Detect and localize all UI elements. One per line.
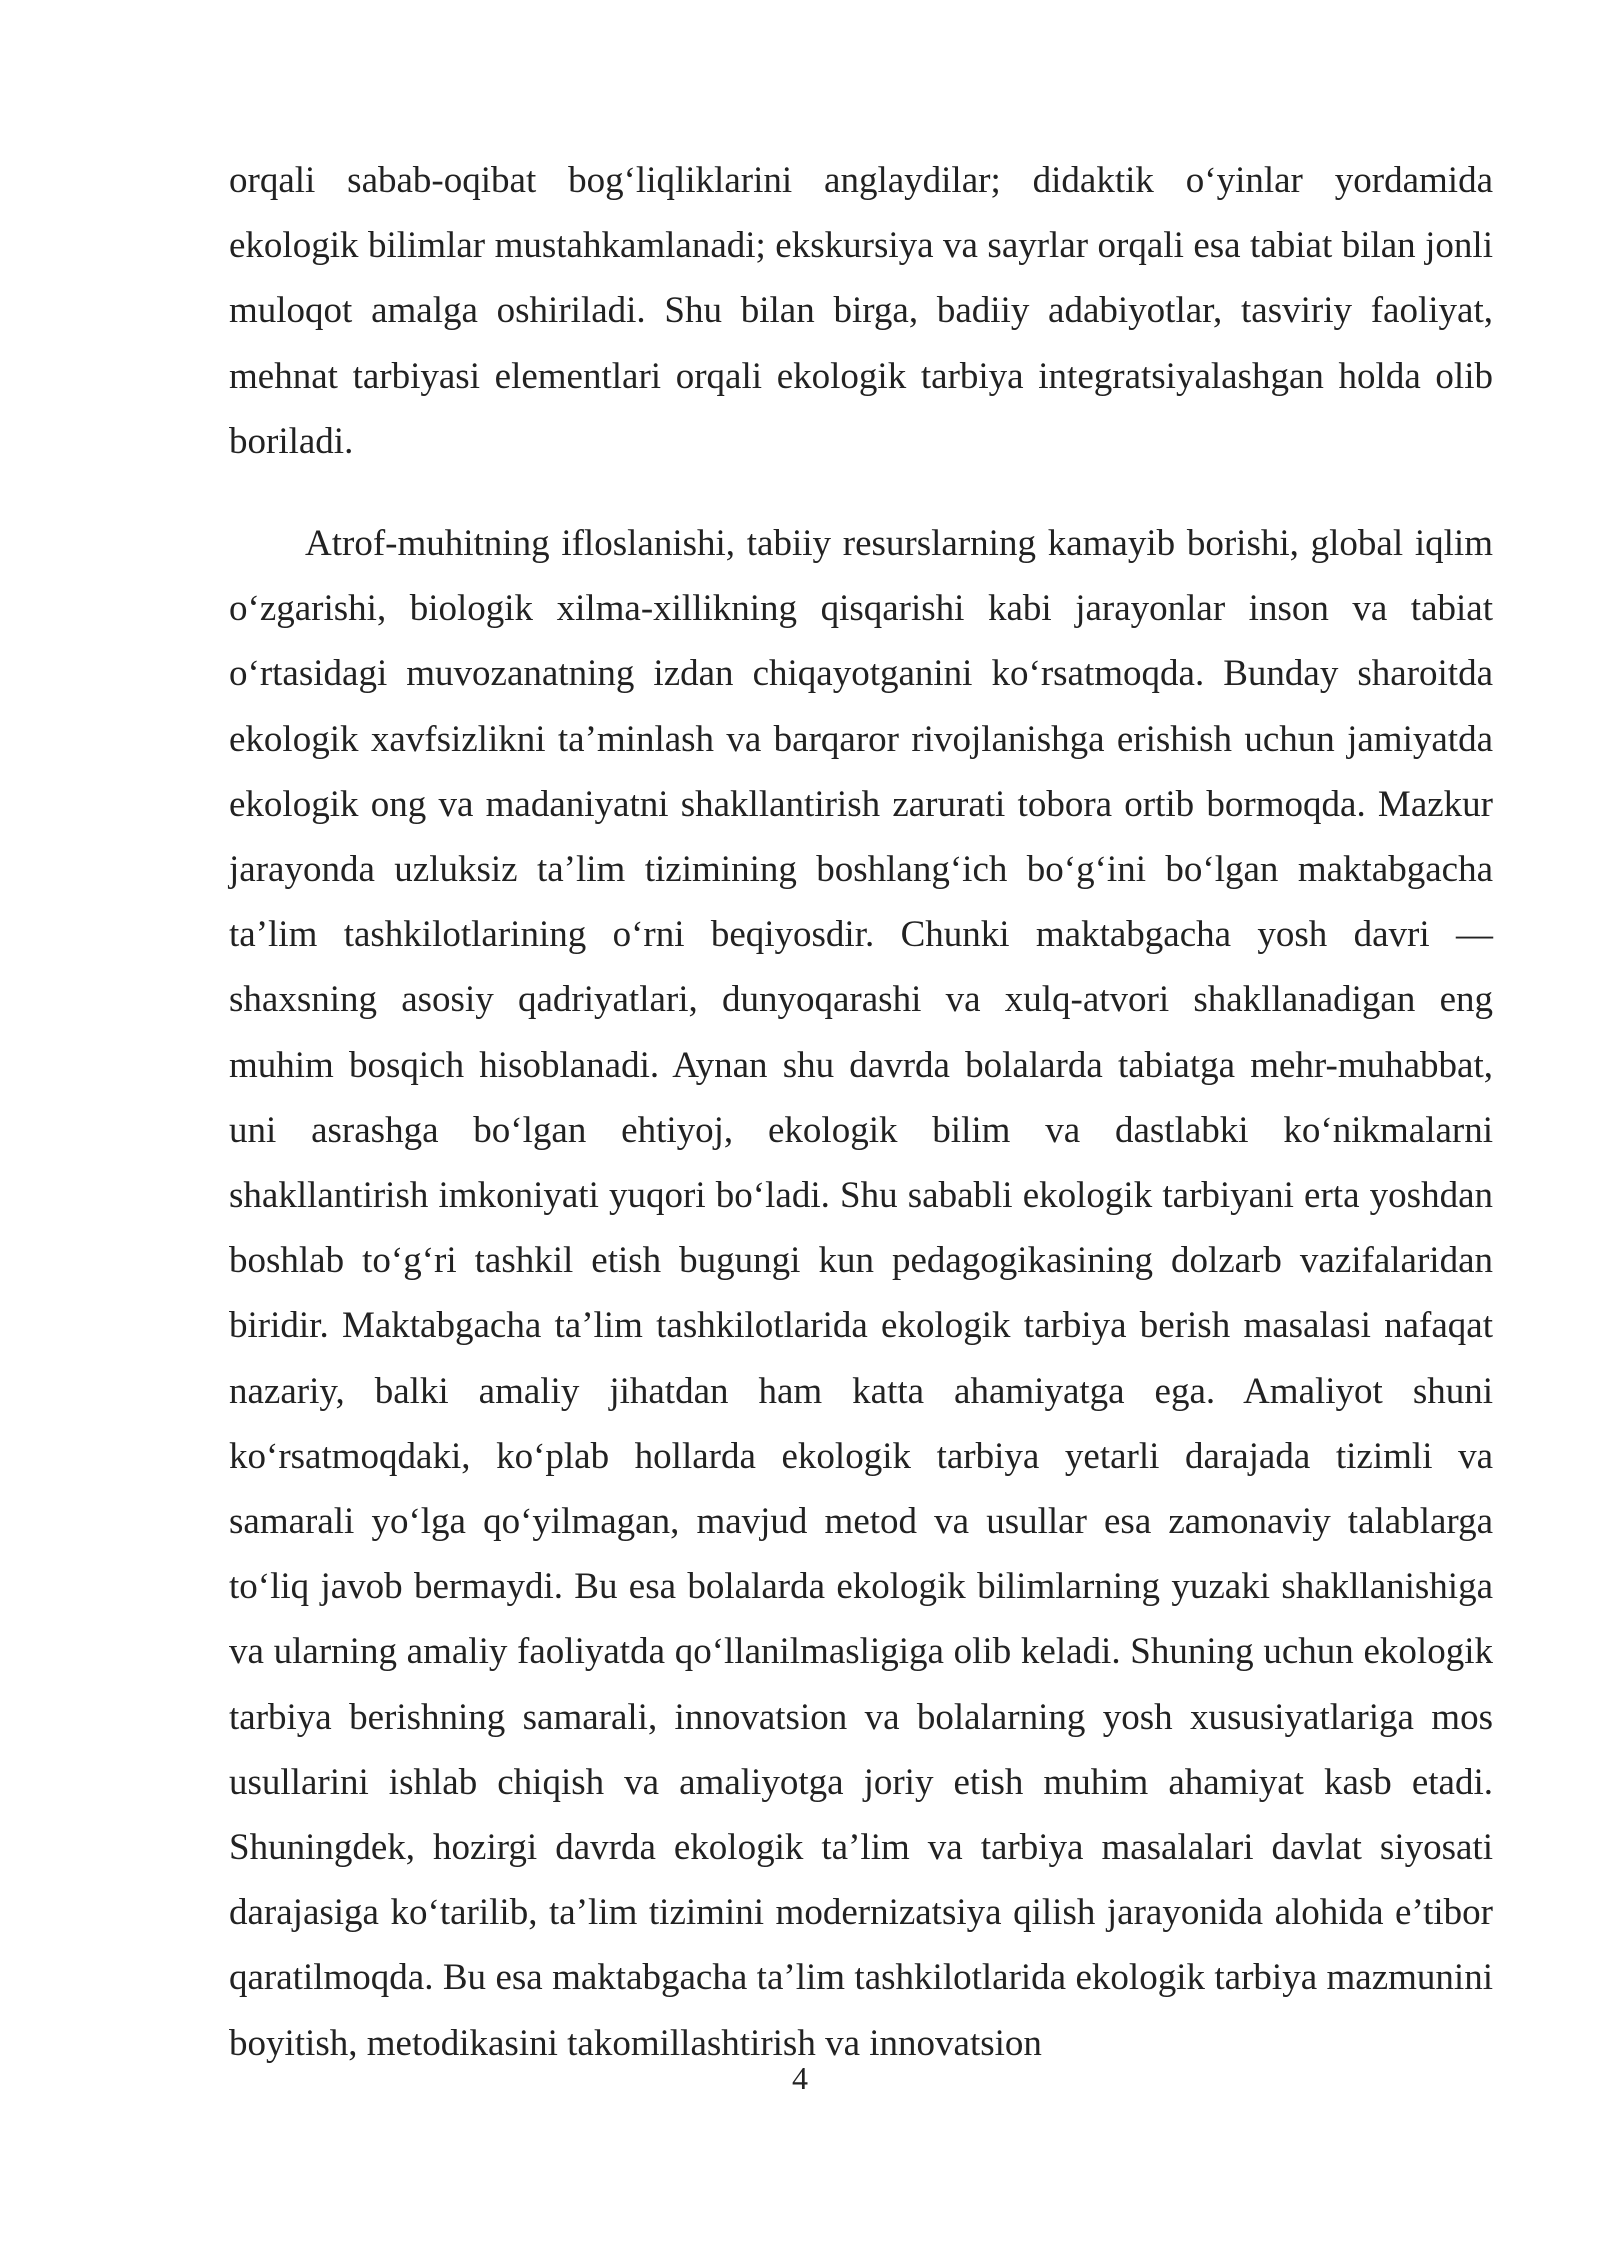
paragraph-continuation: orqali sabab-oqibat bog‘liqliklarini anglaydilar; didaktik o‘yinlar yordamida ekologik bilimlar mustahkamlanadi; ekskursiya va sayrlar orqali esa tabiat bilan jonli muloqot amalga oshiriladi. Shu bilan birga, badiiy adabiyotlar, tasviriy faoliyat, mehnat tarbiyasi elementlari orqali ekologik tarbiya integratsiyalashgan holda olib boriladi. <box>229 160 1493 462</box>
body-text <box>229 148 1493 2076</box>
page-number: 4 <box>792 2060 808 2096</box>
paragraph-main: Atrof-muhitning ifloslanishi, tabiiy resurslarning kamayib borishi, global iqlim o‘zgarishi, biologik xilma-xillikning qisqarishi kabi jarayonlar inson va tabiat o‘rtasidagi muvozanatning izdan chiqayotganini ko‘rsatmoqda. Bunday sharoitda ekologik xavfsizlikni ta’minlash va barqaror rivojlanishga erishish uchun jamiyatda ekologik ong va madaniyatni shakllantirish zarurati tobora ortib bormoqda. Mazkur jarayonda uzluksiz ta’lim tizimining boshlang‘ich bo‘g‘ini bo‘lgan maktabgacha ta’lim tashkilotlarining o‘rni beqiyosdir. Chunki maktabgacha yosh davri — shaxsning asosiy qadriyatlari, dunyoqarashi va xulq-atvori shakllanadigan eng muhim bosqich hisoblanadi. Aynan shu davrda bolalarda tabiatga mehr-muhabbat, uni asrashga bo‘lgan ehtiyoj, ekologik bilim va dastlabki ko‘nikmalarni shakllantirish imkoniyati yuqori bo‘ladi. Shu sababli ekologik tarbiyani erta yoshdan boshlab to‘g‘ri tashkil etish bugungi kun pedagogikasining dolzarb vazifalaridan biridir. Maktabgacha ta’lim tashkilotlarida ekologik tarbiya berish masalasi nafaqat nazariy, balki amaliy jihatdan ham katta ahamiyatga ega. Amaliyot shuni ko‘rsatmoqdaki, ko‘plab hollarda ekologik tarbiya yetarli darajada tizimli va samarali yo‘lga qo‘yilmagan, mavjud metod va usullar esa zamonaviy talablarga to‘liq javob bermaydi. Bu esa bolalarda ekologik bilimlarning yuzaki shakllanishiga va ularning amaliy faoliyatda qo‘llanilmasligiga olib keladi. Shuning uchun ekologik tarbiya berishning samarali, innovatsion va bolalarning yosh xususiyatlariga mos usullarini ishlab chiqish va amaliyotga joriy etish muhim ahamiyat kasb etadi. Shuningdek, hozirgi davrda ekologik ta’lim va tarbiya masalalari davlat siyosati darajasiga ko‘tarilib, ta’lim tizimini modernizatsiya qilish jarayonida alohida e’tibor qaratilmoqda. Bu esa maktabgacha ta’lim tashkilotlarida ekologik tarbiya mazmunini boyitish, metodikasini takomillashtirish va innovatsion <box>229 523 1493 2064</box>
